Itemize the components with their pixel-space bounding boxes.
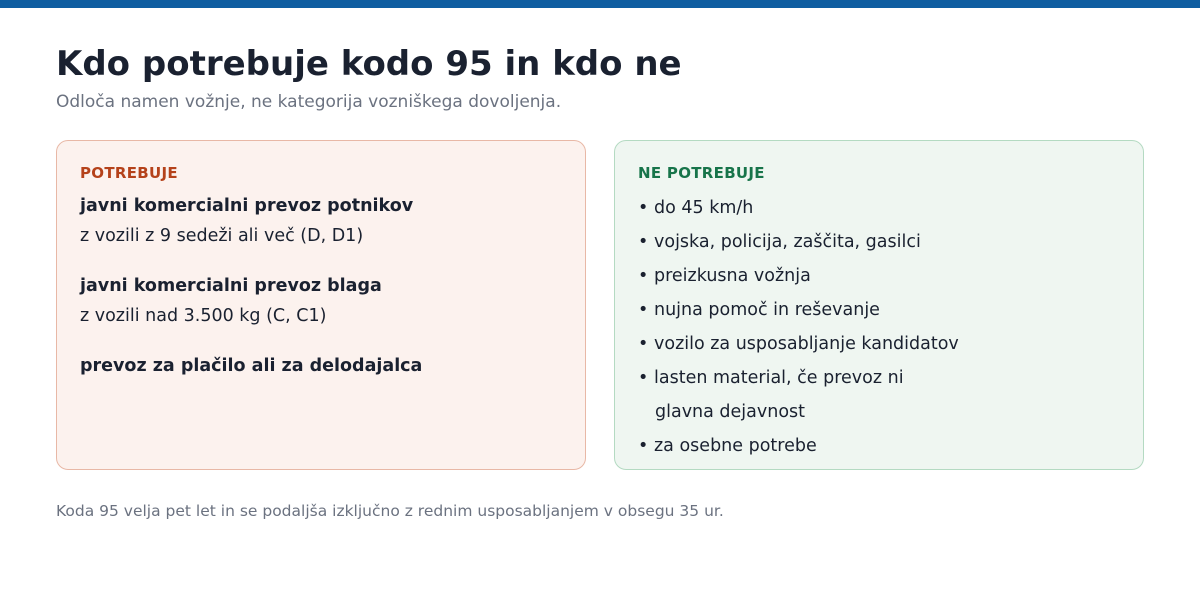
list-item [638,327,1121,361]
needs-group-title: javni komercialni prevoz blaga [80,276,382,296]
needs-group-detail: z vozili nad 3.500 kg (C, C1) [80,306,327,326]
list-item [638,259,1121,293]
bullet-icon: • [638,368,649,388]
list-item [638,361,1121,429]
list-item-text: vozilo za usposabljanje kandidatov [654,334,959,354]
list-item-text: vojska, policija, zaščita, gasilci [654,232,921,252]
bullet-icon: • [638,300,649,320]
list-item [638,225,1121,259]
bullet-icon: • [638,266,649,286]
list-item-text: do 45 km/h [654,198,754,218]
list-item-continuation: glavna dejavnost [655,402,806,422]
list-item-text: preizkusna vožnja [654,266,811,286]
page-subtitle: Odloča namen vožnje, ne kategorija vozniškega dovoljenja. [56,92,562,112]
bullet-icon: • [638,232,649,252]
needs-card [56,140,586,470]
needs-group-title: javni komercialni prevoz potnikov [80,196,414,216]
list-item [638,293,1121,327]
not-needs-card [614,140,1144,470]
list-item-text: za osebne potrebe [654,436,817,456]
needs-heading: POTREBUJE [80,164,178,182]
top-accent-bar [0,0,1200,8]
list-item-text: nujna pomoč in reševanje [654,300,880,320]
list-item-text: lasten material, če prevoz ni [654,368,904,388]
needs-group-goods [80,271,563,331]
list-item [638,429,1121,463]
needs-group-passengers [80,191,563,251]
needs-group-detail: z vozili z 9 sedeži ali več (D, D1) [80,226,364,246]
bullet-icon: • [638,334,649,354]
list-item [638,191,1121,225]
not-needs-list [638,191,1121,463]
needs-group-paid [80,351,563,381]
footnote: Koda 95 velja pet let in se podaljša izključno z rednim usposabljanjem v obsegu 35 ur. [56,502,724,520]
not-needs-heading: NE POTREBUJE [638,164,765,182]
needs-group-title: prevoz za plačilo ali za delodajalca [80,356,423,376]
page-title: Kdo potrebuje kodo 95 in kdo ne [56,44,682,84]
bullet-icon: • [638,198,649,218]
bullet-icon: • [638,436,649,456]
